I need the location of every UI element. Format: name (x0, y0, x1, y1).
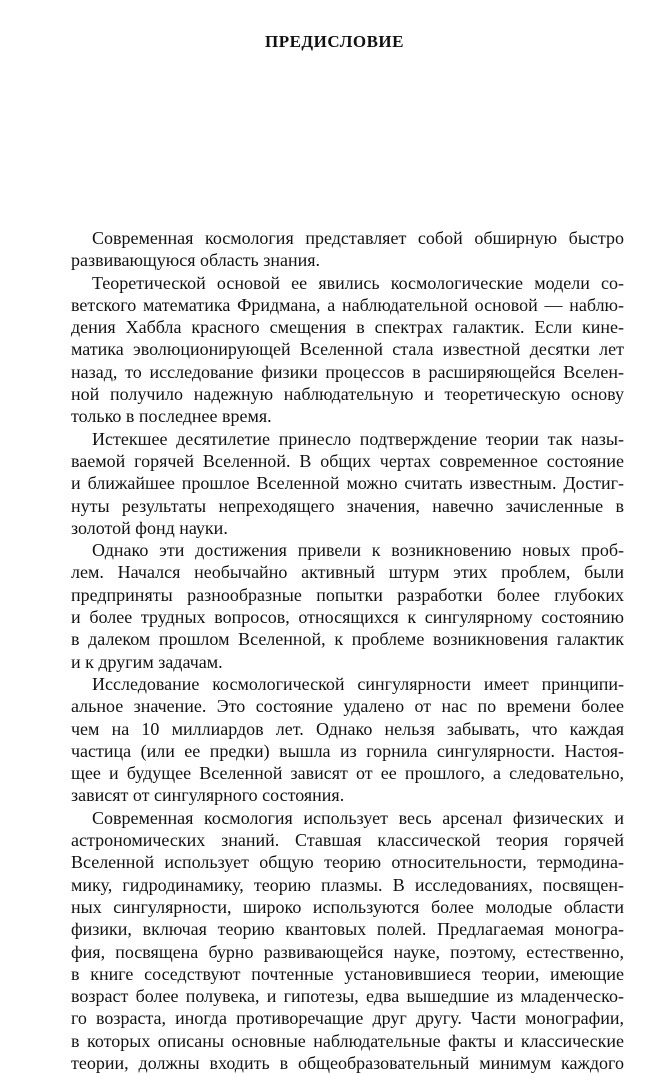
text-line: Теоретической основой ее явились космологические модели со- (92, 272, 624, 293)
text-line: матика эволюционирующей Вселенной стала известной десятки лет (71, 339, 624, 360)
text-line: лем. Начался необычайно активный штурм этих проблем, были (71, 562, 624, 583)
paragraph (71, 428, 624, 539)
text-line: предприняты разнообразные попытки разработки более глубоких (71, 584, 624, 605)
text-line: ветского математика Фридмана, а наблюдательной основой — наблю- (71, 294, 624, 315)
text-line: ных сингулярности, широко используются более молодые области (71, 896, 624, 917)
text-line: развивающуюся область знания. (71, 250, 321, 271)
text-line: и к другим задачам. (71, 651, 223, 672)
text-line: только в последнее время. (71, 406, 272, 427)
text-line: мику, гидродинамику, теорию плазмы. В исследованиях, посвящен- (71, 874, 624, 895)
text-line: Истекшее десятилетие принесло подтверждение теории так назы- (92, 428, 624, 449)
text-line: физики, включая теорию квантовых полей. Предлагаемая моногра- (71, 919, 624, 940)
text-line: дения Хаббла красного смещения в спектрах галактик. Если кине- (71, 317, 624, 338)
paragraph (71, 807, 624, 1074)
text-line: в которых описаны основные наблюдательные факты и классические (71, 1030, 624, 1051)
text-line: альное значение. Это состояние удалено от нас по времени более (71, 696, 624, 717)
text-line: го возраста, иногда противоречащие друг другу. Части монографии, (71, 1008, 624, 1029)
paragraph (71, 272, 624, 428)
text-line: теории, должны входить в общеобразовательный минимум каждого (71, 1052, 624, 1073)
text-line: нуты результаты непреходящего значения, навечно зачисленные в (71, 495, 624, 516)
text-line: фия, посвящена бурно развивающейся науке, поэтому, естественно, (71, 941, 624, 962)
text-line: и ближайшее прошлое Вселенной можно считать известным. Достиг- (71, 473, 624, 494)
text-line: частица (или ее предки) вышла из горнила сингулярности. Настоя- (71, 740, 624, 761)
text-line: назад, то исследование физики процессов в расширяющейся Вселен- (71, 361, 624, 382)
text-line: золотой фонд науки. (71, 517, 228, 538)
text-line: и более трудных вопросов, относящихся к сингулярному состоянию (71, 607, 624, 628)
text-line: астрономических знаний. Ставшая классической теория горячей (71, 830, 624, 851)
text-line: в далеком прошлом Вселенной, к проблеме возникновения галактик (71, 629, 624, 650)
paragraph (71, 227, 624, 272)
text-line: ной получило надежную наблюдательную и теоретическую основу (71, 384, 624, 405)
text-line: Исследование космологической сингулярности имеет принципи- (92, 673, 624, 694)
text-line: зависят от сингулярного состояния. (71, 785, 345, 806)
preface-body (71, 227, 624, 1074)
text-line: Однако эти достижения привели к возникновению новых проб- (92, 540, 624, 561)
text-line: возраст более полувека, и гипотезы, едва вышедшие из младенческо- (71, 986, 624, 1007)
text-line: чем на 10 миллиардов лет. Однако нельзя забывать, что каждая (71, 718, 624, 739)
text-line: в книге соседствуют почтенные установившиеся теории, имеющие (71, 963, 624, 984)
text-line: Современная космология представляет собой обширную быстро (92, 228, 624, 248)
text-line: Вселенной использует общую теорию относительности, термодина- (71, 852, 624, 873)
page-title: ПРЕДИСЛОВИЕ (264, 32, 404, 51)
text-line: щее и будущее Вселенной зависят от ее прошлого, а следовательно, (71, 763, 624, 784)
paragraph (71, 673, 624, 807)
text-line: Современная космология использует весь арсенал физических и (92, 807, 624, 828)
paragraph (71, 539, 624, 673)
text-line: ваемой горячей Вселенной. В общих чертах современное состояние (71, 450, 624, 471)
